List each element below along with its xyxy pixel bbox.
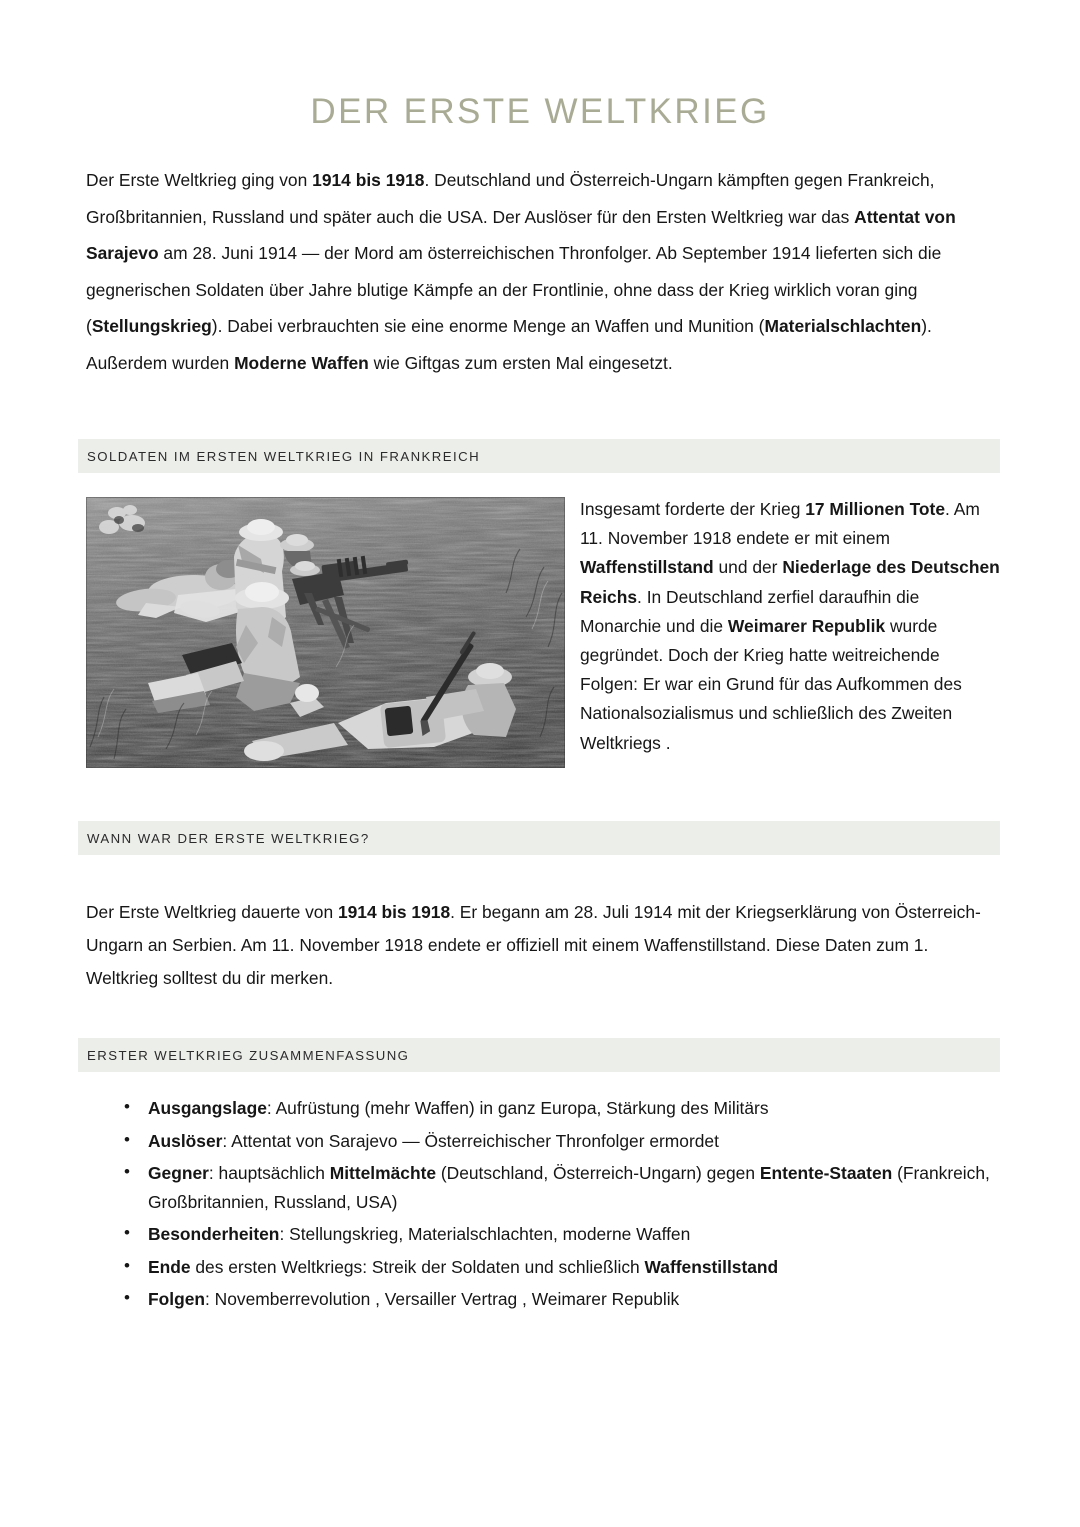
- bullet-lead: Besonderheiten: [148, 1224, 280, 1245]
- side-text-1: Insgesamt forderte der Krieg: [580, 499, 806, 519]
- wann-paragraph: [86, 896, 1002, 995]
- bullet-rest: : Aufrüstung (mehr Waffen) in ganz Europa, Stärkung des Militärs: [266, 1098, 769, 1118]
- list-item: [148, 1127, 1050, 1155]
- intro-bold-1914-1918: 1914 bis 1918: [312, 170, 425, 191]
- intro-bold-attentat: Attentat von Sarajevo: [86, 206, 956, 264]
- photo-side-text: [580, 495, 1000, 758]
- bullet-bold-mittelmaechte: Mittelmächte: [329, 1163, 437, 1184]
- list-item: [148, 1094, 1050, 1122]
- section-header-wann: [78, 821, 1000, 855]
- intro-bold-moderne-waffen: Moderne Waffen: [234, 352, 369, 373]
- section-header-label: ERSTER WELTKRIEG ZUSAMMENFASSUNG: [87, 1047, 410, 1063]
- side-text-3: und der: [713, 557, 783, 578]
- intro-text-3: am 28. Juni 1914 — der Mord am österreichischen Thronfolger. Ab September 1914 lieferten sich die gegnerischen Soldaten über Jahre blutige Kämpfe an der Frontlinie, ohne dass der Krieg wirklich voran ging (: [86, 243, 942, 337]
- photo-text-block: [86, 497, 1000, 772]
- side-bold-waffenstillstand: Waffenstillstand: [580, 557, 714, 578]
- bullet-bold-waffenstillstand: Waffenstillstand: [644, 1256, 779, 1277]
- section-header-zusammenfassung: [78, 1038, 1000, 1072]
- intro-text-2: . Deutschland und Österreich-Ungarn kämpften gegen Frankreich, Großbritannien, Russland und später auch die USA. Der Auslöser für den Ersten Weltkrieg war das: [86, 170, 935, 227]
- side-text-4: . In Deutschland zerfiel daraufhin die Monarchie und die: [580, 586, 920, 636]
- page-title: DER ERSTE WELTKRIEG: [310, 92, 770, 131]
- side-text-5: wurde gegründet. Doch der Krieg hatte weitreichende Folgen: Er war ein Grund für das Aufkommen des Nationalsozialismus und schließlich des Zweiten Weltkriegs .: [580, 615, 962, 753]
- side-bold-weimarer-republik: Weimarer Republik: [727, 615, 886, 636]
- section-header-label: WANN WAR DER ERSTE WELTKRIEG?: [87, 830, 370, 846]
- bullet-rest: : Attentat von Sarajevo — Österreichischer Thronfolger ermordet: [222, 1130, 719, 1151]
- list-item: [148, 1159, 1050, 1216]
- bullet-lead: Ausgangslage: [148, 1098, 267, 1118]
- list-item: [148, 1285, 1050, 1313]
- intro-bold-materialschlachten: Materialschlachten: [764, 316, 922, 337]
- para2-text-2: . Er begann am 28. Juli 1914 mit der Kriegserklärung von Österreich-Ungarn an Serbien. Am 11. November 1918 endete er offiziell mit einem Waffenstillstand. Diese Daten zum 1. Weltkrieg solltest du dir merken.: [86, 902, 981, 989]
- section-header-label: SOLDATEN IM ERSTEN WELTKRIEG IN FRANKREICH: [87, 448, 481, 464]
- intro-bold-stellungskrieg: Stellungskrieg: [91, 316, 212, 337]
- bullet-lead: Ende: [148, 1256, 191, 1277]
- intro-text-4: ). Dabei verbrauchten sie eine enorme Menge an Waffen und Munition (: [211, 316, 765, 337]
- wwi-soldiers-photo: [86, 497, 565, 768]
- bullet-rest: : Novemberrevolution , Versailler Vertrag , Weimarer Republik: [205, 1289, 680, 1310]
- side-bold-17-millionen-tote: 17 Millionen Tote: [805, 499, 946, 519]
- bullet-rest-1: : hauptsächlich: [208, 1163, 330, 1184]
- section-header-soldaten: [78, 439, 1000, 473]
- bullet-bold-entente-staaten: Entente-Staaten: [759, 1163, 893, 1184]
- bullet-lead: Folgen: [148, 1289, 205, 1310]
- intro-text-1: Der Erste Weltkrieg ging von: [86, 170, 313, 191]
- intro-paragraph: [0, 131, 1080, 381]
- bullet-rest-3: (Frankreich, Großbritannien, Russland, USA): [148, 1163, 990, 1212]
- bullet-rest-1: des ersten Weltkriegs: Streik der Soldaten und schließlich: [190, 1256, 645, 1277]
- bullet-rest: : Stellungskrieg, Materialschlachten, moderne Waffen: [279, 1224, 691, 1245]
- summary-bullet-list: [86, 1094, 1050, 1318]
- intro-text-6: wie Giftgas zum ersten Mal eingesetzt.: [368, 352, 673, 373]
- intro-text-5: ). Außerdem wurden: [86, 316, 932, 373]
- list-item: [148, 1253, 1050, 1281]
- list-item: [148, 1220, 1050, 1248]
- bullet-lead: Auslöser: [148, 1130, 223, 1151]
- bullet-lead: Gegner: [148, 1163, 209, 1184]
- side-text-2: . Am 11. November 1918 endete er mit einem: [580, 499, 980, 549]
- side-bold-niederlage: Niederlage des Deutschen Reichs: [580, 557, 1000, 607]
- para2-bold-1914-1918: 1914 bis 1918: [337, 902, 451, 923]
- bullet-rest-2: (Deutschland, Österreich-Ungarn) gegen: [436, 1163, 760, 1184]
- para2-text-1: Der Erste Weltkrieg dauerte von: [86, 902, 338, 923]
